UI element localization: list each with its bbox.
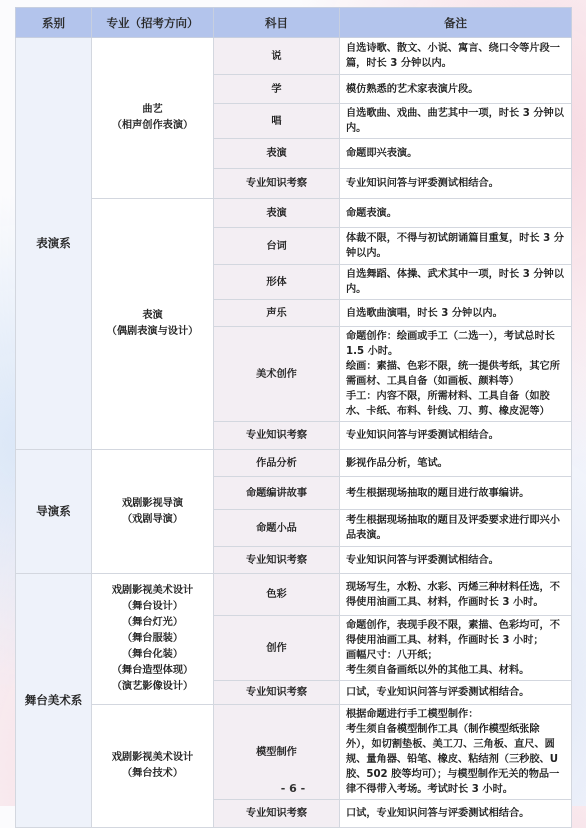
note-line: 命题创作：绘画或手工（二选一），考试总时长 1.5 小时。: [346, 331, 555, 357]
note-cell: [340, 38, 572, 75]
note-line: 现场写生，水粉、水彩、丙烯三种材料任选，不得使用油画工具、材料，作画时长 3 小时。: [346, 581, 560, 608]
major-cell: [92, 705, 214, 828]
dept-cell: 表演系: [16, 38, 92, 450]
note-cell: [340, 510, 572, 547]
major-direction: （舞台技术）: [121, 768, 184, 779]
note-cell: [340, 450, 572, 477]
note-cell: [340, 547, 572, 574]
subject-cell: 专业知识考察: [214, 422, 340, 450]
note-cell: [340, 327, 572, 422]
subject-cell: 美术创作: [214, 327, 340, 422]
major-cell: [92, 574, 214, 705]
note-line: 考生须自备模型制作工具（制作模型纸张除外），如切割垫板、美工刀、三角板、直尺、圆规、量角器、铅笔、橡皮、粘结剂（三秒胶、U 胶、502 胶等均可）；与模型制作无关的物品一律不得带入考场。考试时长 3 小时。: [346, 724, 560, 795]
subject-cell: 作品分析: [214, 450, 340, 477]
note-cell: [340, 265, 572, 300]
note-line: 模仿熟悉的艺术家表演片段。: [346, 83, 479, 95]
note-cell: [340, 228, 572, 265]
major-name: 戏剧影视美术设计: [111, 585, 194, 596]
note-line: 考生根据现场抽取的题目进行故事编讲。: [346, 487, 530, 499]
subject-cell: 学: [214, 75, 340, 104]
note-cell: [340, 75, 572, 104]
major-direction: （相声创作表演）: [111, 120, 194, 131]
major-cell: [92, 199, 214, 450]
note-line: 考生须自备画纸以外的其他工具、材料。: [346, 665, 530, 676]
note-line: 口试，专业知识问答与评委测试相结合。: [346, 687, 530, 698]
exam-subjects-table: [15, 7, 572, 828]
subject-cell: 命题小品: [214, 510, 340, 547]
note-line: 专业知识问答与评委测试相结合。: [346, 430, 499, 441]
note-cell: [340, 199, 572, 228]
note-line: 口试，专业知识问答与评委测试相结合。: [346, 808, 530, 819]
subject-cell: 专业知识考察: [214, 681, 340, 705]
subject-cell: 命题编讲故事: [214, 477, 340, 510]
note-line: 自选舞蹈、体操、武术其中一项，时长 3 分钟以内。: [346, 269, 564, 295]
subject-cell: 声乐: [214, 300, 340, 327]
subject-cell: 唱: [214, 104, 340, 139]
note-line: 自选歌曲、戏曲、曲艺其中一项，时长 3 分钟以内。: [346, 108, 564, 134]
note-cell: [340, 300, 572, 327]
major-name: 表演: [142, 310, 163, 321]
major-direction: （舞台造型体现）: [111, 665, 194, 676]
subject-cell: 模型制作: [214, 705, 340, 800]
subject-cell: 表演: [214, 139, 340, 169]
subject-cell: 专业知识考察: [214, 800, 340, 828]
dept-cell: 舞台美术系: [16, 574, 92, 828]
subject-cell: 专业知识考察: [214, 547, 340, 574]
subject-cell: 创作: [214, 616, 340, 681]
header-dept: 系别: [16, 8, 92, 38]
subject-cell: 表演: [214, 199, 340, 228]
note-cell: [340, 139, 572, 169]
note-line: 命题即兴表演。: [346, 148, 418, 159]
subject-cell: 专业知识考察: [214, 169, 340, 199]
dept-cell: 导演系: [16, 450, 92, 574]
note-cell: [340, 104, 572, 139]
exam-subjects-table-container: [15, 7, 571, 828]
header-note: 备注: [340, 8, 572, 38]
note-line: 专业知识问答与评委测试相结合。: [346, 554, 499, 566]
note-cell: [340, 616, 572, 681]
note-cell: [340, 800, 572, 828]
note-line: 绘画：素描、色彩不限，统一提供考纸，其它所需画材、工具自备（如画板、颜料等）: [346, 361, 560, 387]
note-cell: [340, 477, 572, 510]
major-cell: [92, 38, 214, 199]
major-direction: （舞台灯光）: [121, 617, 184, 628]
note-line: 自选诗歌、散文、小说、寓言、绕口令等片段一篇，时长 3 分钟以内。: [346, 43, 560, 69]
note-line: 画幅尺寸：八开纸；: [346, 650, 438, 661]
note-line: 自选歌曲演唱，时长 3 分钟以内。: [346, 307, 503, 319]
note-cell: [340, 422, 572, 450]
note-line: 考生根据现场抽取的题目及评委要求进行即兴小品表演。: [346, 515, 560, 541]
header-major: 专业（招考方向）: [92, 8, 214, 38]
major-direction: （偶剧表演与设计）: [106, 326, 199, 337]
major-name: 戏剧影视美术设计: [111, 752, 194, 763]
note-cell: [340, 169, 572, 199]
note-line: 体裁不限，不得与初试朗诵篇目重复，时长 3 分钟以内。: [346, 233, 564, 259]
table-row: [16, 38, 572, 75]
note-cell: [340, 681, 572, 705]
note-line: 手工：内容不限，所需材料、工具自备（如胶水、卡纸、布料、针线、刀、剪、橡皮泥等）: [346, 391, 550, 417]
page-number: - 6 -: [280, 782, 306, 795]
table-row: [16, 450, 572, 477]
note-cell: [340, 574, 572, 616]
major-direction: （舞台服装）: [121, 633, 184, 644]
major-name: 戏剧影视导演: [121, 497, 184, 509]
major-direction: （演艺影像设计）: [111, 681, 194, 692]
major-name: 曲艺: [142, 104, 163, 115]
note-line: 命题创作，表现手段不限，素描、色彩均可，不得使用油画工具、材料，作画时长 3 小时；: [346, 620, 560, 646]
subject-cell: 色彩: [214, 574, 340, 616]
table-row: [16, 574, 572, 616]
note-line: 命题表演。: [346, 207, 397, 219]
note-line: 影视作品分析，笔试。: [346, 457, 448, 469]
note-line: 专业知识问答与评委测试相结合。: [346, 178, 499, 189]
header-subject: 科目: [214, 8, 340, 38]
subject-cell: 台词: [214, 228, 340, 265]
major-direction: （舞台设计）: [121, 601, 184, 612]
major-direction: （戏剧导演）: [121, 513, 184, 525]
subject-cell: 说: [214, 38, 340, 75]
table-row: [16, 199, 572, 228]
subject-cell: 形体: [214, 265, 340, 300]
table-header-row: [16, 8, 572, 38]
note-line: 根据命题进行手工模型制作：: [346, 709, 479, 720]
major-cell: [92, 450, 214, 574]
major-direction: （舞台化装）: [121, 649, 184, 660]
